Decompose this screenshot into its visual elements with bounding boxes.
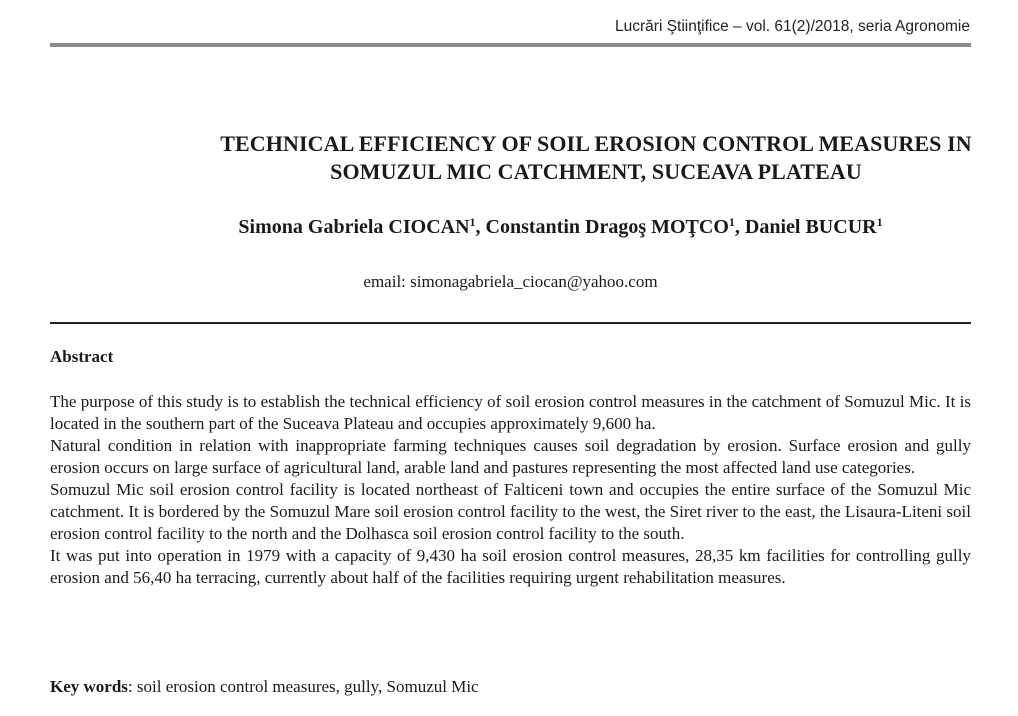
abstract-paragraph: Somuzul Mic soil erosion control facility is located northeast of Falticeni town and occupies the entire surface of the Somuzul Mic catchment. It is bordered by the Somuzul Mare soil erosion control facility to the west, the Siret river to the east, the Lisaura-Liteni soil erosion control facility to the north and the Dolhasca soil erosion control facility to the south. bbox=[50, 480, 971, 543]
title-line-1: TECHNICAL EFFICIENCY OF SOIL EROSION CONTROL MEASURES IN bbox=[220, 131, 972, 156]
abstract-body bbox=[50, 391, 971, 589]
keywords bbox=[50, 677, 971, 697]
abstract-paragraph: The purpose of this study is to establish the technical efficiency of soil erosion control measures in the catchment of Somuzul Mic. It is located in the southern part of the Suceava Plateau and occupies approximately 9,600 ha. bbox=[50, 392, 971, 433]
author-affiliation: 1 bbox=[469, 215, 476, 229]
author-affiliation: 1 bbox=[728, 215, 735, 229]
section-divider bbox=[50, 322, 971, 324]
title-line-2: SOMUZUL MIC CATCHMENT, SUCEAVA PLATEAU bbox=[330, 159, 862, 184]
author-list bbox=[50, 216, 1018, 239]
author-name: Daniel BUCUR bbox=[744, 216, 877, 238]
abstract-paragraph: Natural condition in relation with inappropriate farming techniques causes soil degradation by erosion. Surface erosion and gully erosion occurs on large surface of agricultural land, arable land and pastures representing the most affected land use categories. bbox=[50, 436, 971, 477]
abstract-heading: Abstract bbox=[50, 347, 114, 366]
keywords-label: Key words bbox=[50, 677, 128, 696]
journal-header: Lucrări Ştiinţifice – vol. 61(2)/2018, seria Agronomie bbox=[615, 18, 970, 35]
keywords-text: soil erosion control measures, gully, Somuzul Mic bbox=[136, 677, 479, 696]
author-name: Simona Gabriela CIOCAN bbox=[238, 216, 470, 238]
author-affiliation: 1 bbox=[876, 215, 883, 229]
contact-email: email: simonagabriela_ciocan@yahoo.com bbox=[363, 272, 658, 291]
header-divider bbox=[50, 43, 971, 47]
abstract-paragraph: It was put into operation in 1979 with a capacity of 9,430 ha soil erosion control measures, 28,35 km facilities for controlling gully erosion and 56,40 ha terracing, currently about half of the facilities requiring urgent rehabilitation measures. bbox=[50, 546, 971, 587]
paper-title bbox=[50, 130, 1018, 186]
author-separator: , bbox=[734, 216, 745, 238]
author-separator: , bbox=[475, 216, 486, 238]
keywords-separator: : bbox=[127, 677, 137, 696]
author-name: Constantin Dragoş MOŢCO bbox=[485, 216, 729, 238]
